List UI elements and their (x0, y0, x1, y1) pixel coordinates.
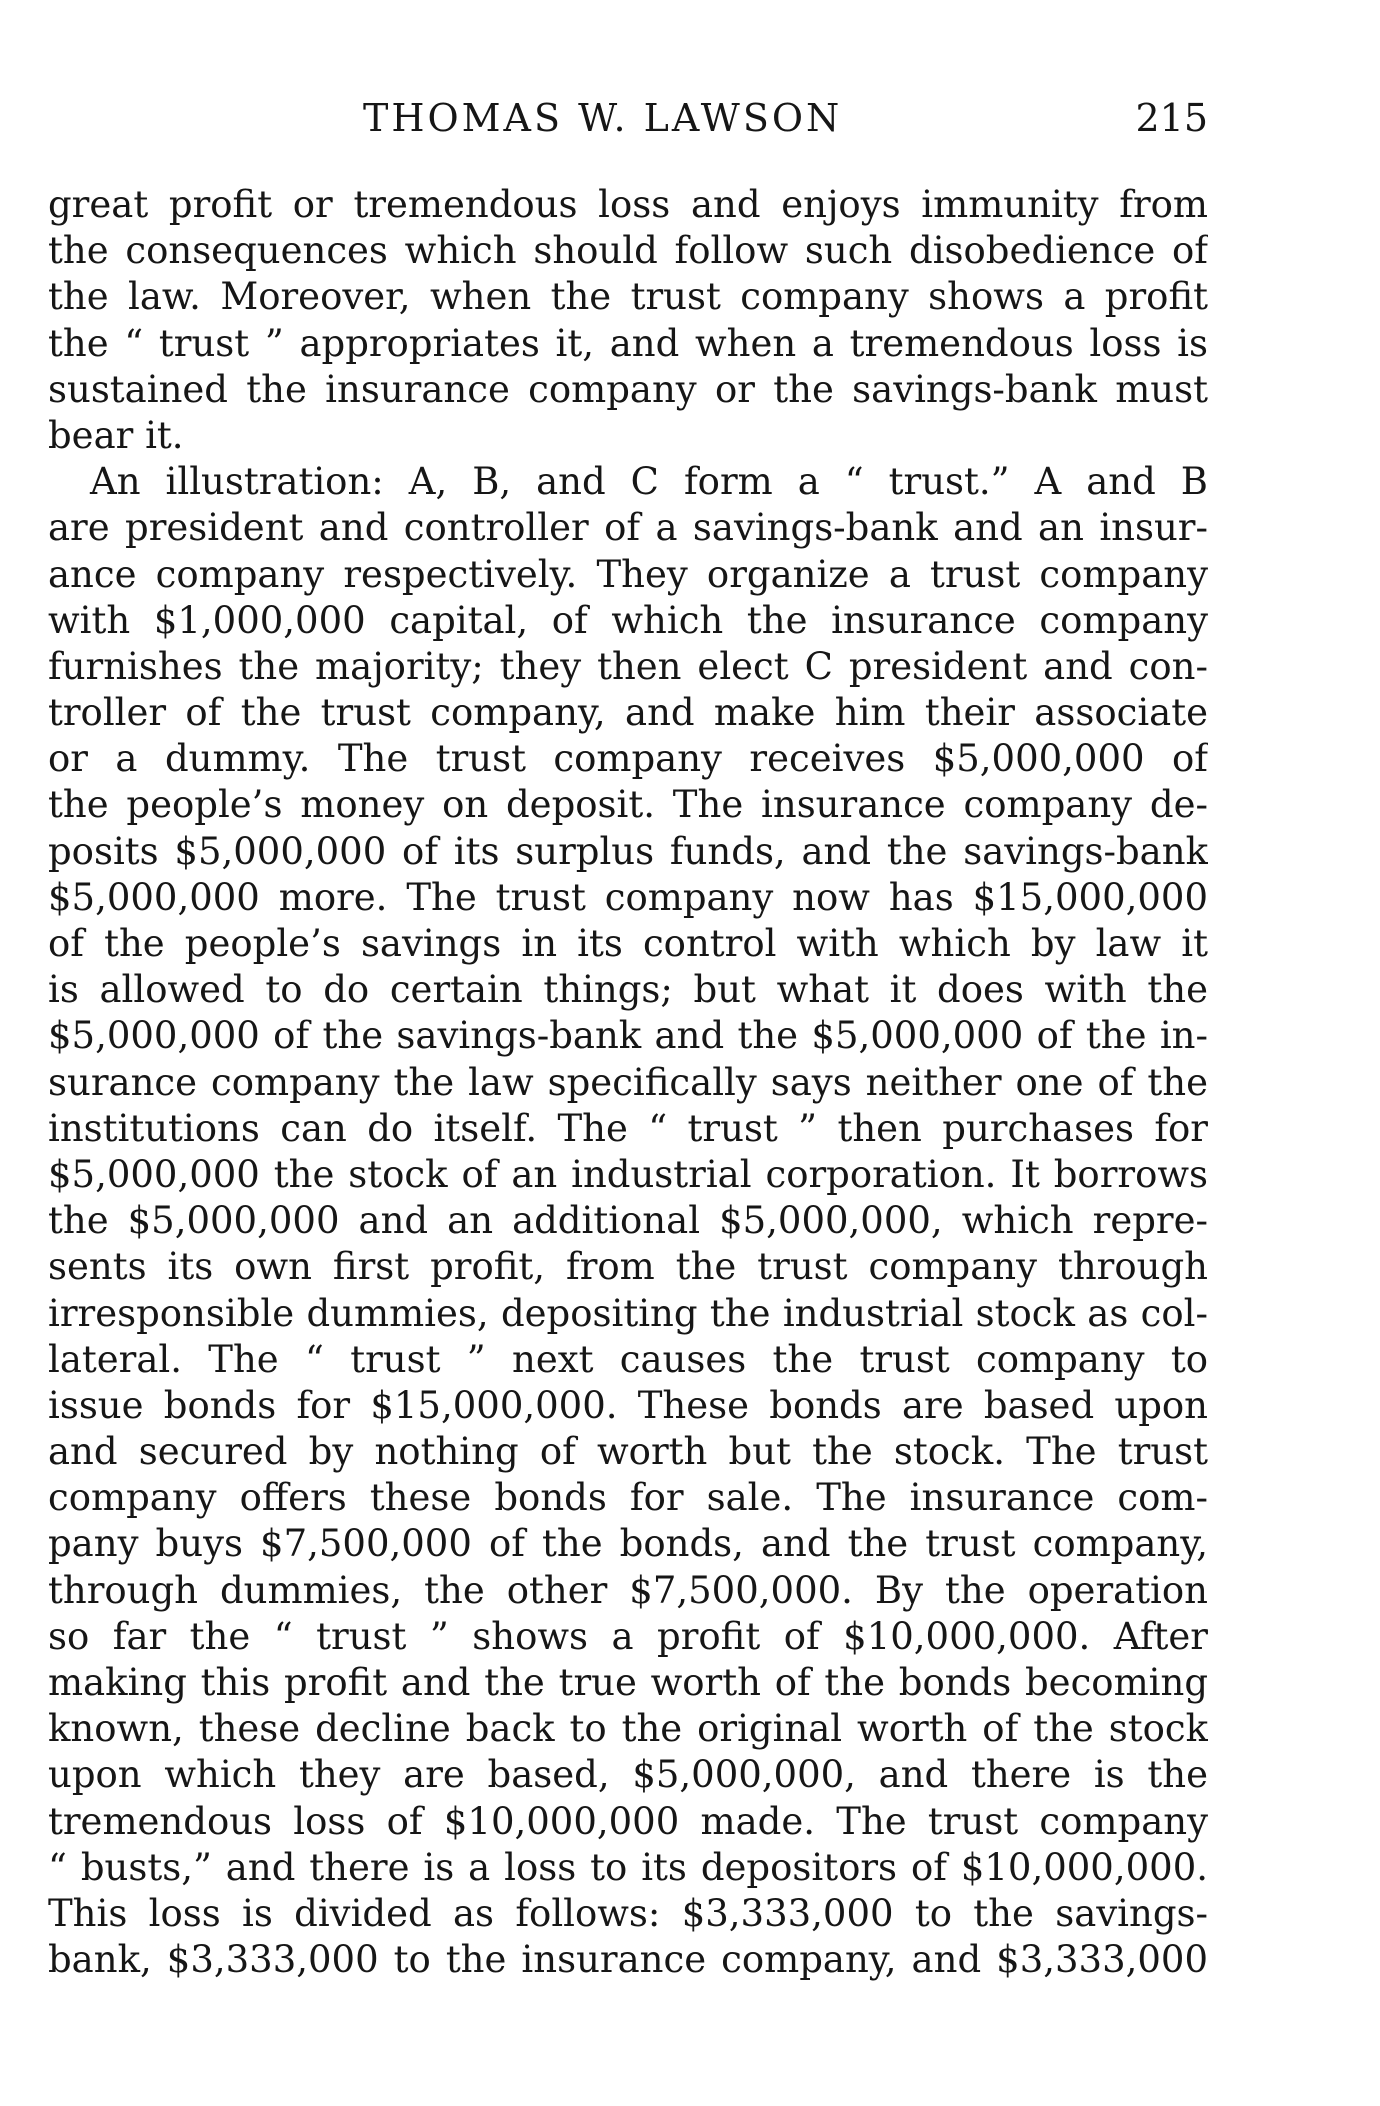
text-line: This loss is divided as follows: $3,333,000 to the savings- (48, 1891, 1208, 1935)
text-line: company offers these bonds for sale. The insurance com- (48, 1476, 1208, 1520)
text-line: and secured by nothing of worth but the stock. The trust (48, 1430, 1208, 1474)
text-line: through dummies, the other $7,500,000. By the operation (48, 1568, 1208, 1612)
running-title: THOMAS W. LAWSON (363, 96, 843, 140)
text-line: An illustration: A, B, and C form a “ trust.” A and B (90, 460, 1208, 504)
running-head (48, 88, 1208, 148)
text-line: the $5,000,000 and an additional $5,000,000, which repre- (48, 1199, 1208, 1243)
text-line: $5,000,000 of the savings-bank and the $5,000,000 of the in- (48, 1014, 1208, 1058)
text-line: bank, $3,333,000 to the insurance company, and $3,333,000 (48, 1938, 1208, 1982)
text-line: the consequences which should follow such disobedience of (48, 229, 1208, 273)
text-line: is allowed to do certain things; but what it does with the (48, 968, 1208, 1012)
text-line: institutions can do itself. The “ trust ” then purchases for (48, 1106, 1208, 1150)
text-line: furnishes the majority; they then elect C president and con- (48, 644, 1208, 688)
text-line: known, these decline back to the original worth of the stock (48, 1707, 1208, 1751)
text-line: the law. Moreover, when the trust company shows a profit (48, 275, 1208, 319)
text-line: are president and controller of a savings-bank and an insur- (48, 506, 1208, 550)
text-line: ance company respectively. They organize a trust company (48, 552, 1208, 596)
page-number: 215 (1135, 96, 1208, 140)
text-line: of the people’s savings in its control with which by law it (48, 922, 1208, 965)
text-line: $5,000,000 the stock of an industrial corporation. It borrows (48, 1152, 1208, 1196)
text-line: the people’s money on deposit. The insurance company de- (48, 783, 1208, 827)
text-line: pany buys $7,500,000 of the bonds, and the trust company, (48, 1522, 1208, 1566)
text-line: bear it. (48, 413, 184, 457)
text-line: making this profit and the true worth of the bonds becoming (48, 1661, 1208, 1704)
text-line: sents its own first profit, from the trust company through (48, 1245, 1208, 1289)
text-line: irresponsible dummies, depositing the industrial stock as col- (48, 1291, 1208, 1335)
text-line: so far the “ trust ” shows a profit of $10,000,000. After (48, 1614, 1208, 1658)
text-line: lateral. The “ trust ” next causes the trust company to (48, 1337, 1208, 1381)
text-line: tremendous loss of $10,000,000 made. The trust company (48, 1799, 1208, 1843)
text-line: sustained the insurance company or the savings-bank must (48, 367, 1208, 411)
text-line: “ busts,” and there is a loss to its depositors of $10,000,000. (48, 1845, 1208, 1889)
text-line: with $1,000,000 capital, of which the insurance company (48, 598, 1208, 642)
text-line: $5,000,000 more. The trust company now has $15,000,000 (48, 875, 1208, 919)
text-line: surance company the law specifically says neither one of the (48, 1060, 1208, 1104)
text-line: posits $5,000,000 of its surplus funds, and the savings-bank (48, 829, 1208, 873)
body-text (48, 182, 1208, 1983)
text-line: upon which they are based, $5,000,000, and there is the (48, 1753, 1208, 1797)
text-line: issue bonds for $15,000,000. These bonds are based upon (48, 1383, 1208, 1427)
text-line: great profit or tremendous loss and enjoys immunity from (48, 183, 1208, 226)
text-line: troller of the trust company, and make him their associate (48, 691, 1208, 735)
text-line: the “ trust ” appropriates it, and when a tremendous loss is (48, 321, 1208, 365)
text-line: or a dummy. The trust company receives $5,000,000 of (48, 737, 1208, 781)
